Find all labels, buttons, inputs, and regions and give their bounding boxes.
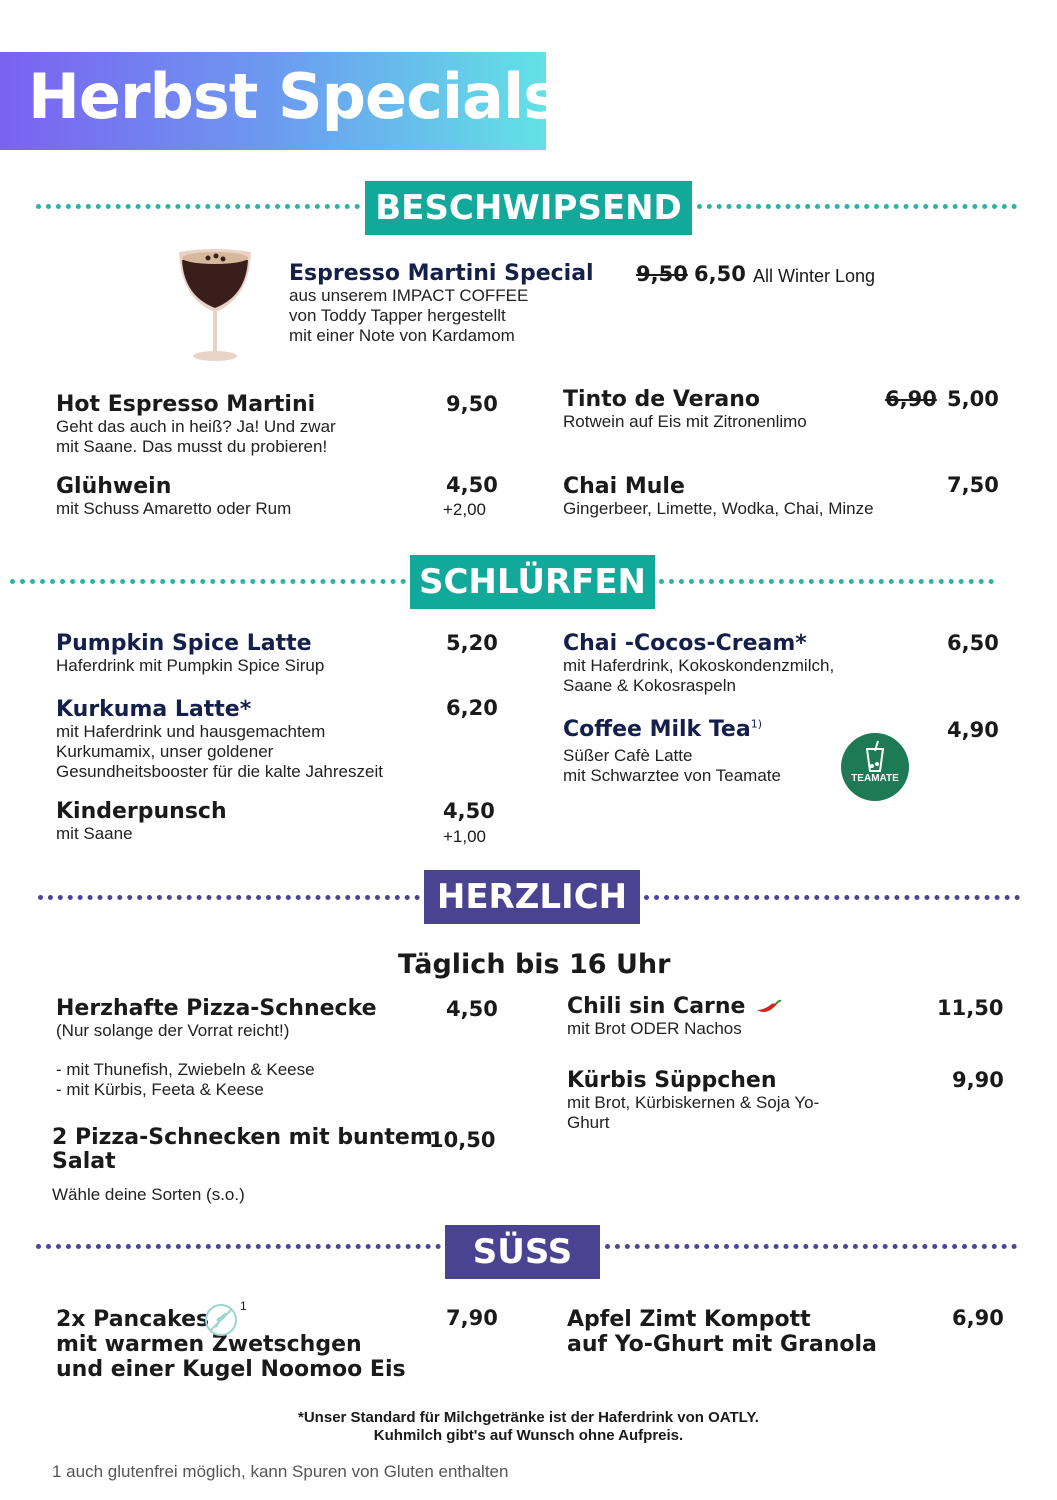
item-name-text: Chili sin Carne [567, 994, 746, 1019]
item-price: 6,50 [947, 631, 999, 655]
item-name: mit warmen Zwetschgen [56, 1332, 362, 1357]
item-desc: mit Haferdrink, Kokoskondenzmilch, [563, 656, 835, 675]
menu-item-coffee-milk-tea [563, 717, 781, 786]
item-name: Pumpkin Spice Latte [56, 631, 312, 656]
item-desc: mit einer Note von Kardamom [289, 326, 515, 345]
item-name: Salat [52, 1149, 116, 1174]
item-price: 4,50 [443, 799, 495, 823]
item-desc: aus unserem IMPACT COFFEE [289, 286, 529, 305]
item-name: Kürbis Süppchen [567, 1068, 777, 1093]
milk-footnote-line1: *Unser Standard für Milchgetränke ist der Haferdrink von OATLY. [298, 1409, 759, 1426]
menu-item-chai-cocos-cream [563, 631, 834, 696]
page-title: Herbst Specials [28, 60, 560, 133]
menu-item-chai-mule [563, 474, 874, 519]
item-price: 9,90 [952, 1068, 1004, 1092]
item-desc: von Toddy Tapper hergestellt [289, 306, 506, 325]
item-desc: Gesundheitsbooster für die kalte Jahreszeit [56, 762, 383, 781]
item-name: Chai Mule [563, 474, 685, 499]
item-name [567, 994, 783, 1019]
dotted-divider [36, 204, 360, 209]
menu-item-gluehwein [56, 474, 291, 519]
footnote-marker: 1 [240, 1299, 247, 1313]
item-desc: mit Brot, Kürbiskernen & Soja Yo- [567, 1093, 820, 1112]
item-desc: Haferdrink mit Pumpkin Spice Sirup [56, 656, 325, 675]
menu-item-two-pizza-schnecken [52, 1126, 433, 1205]
item-price: 5,00 [947, 387, 999, 411]
menu-item-espresso-martini-special [289, 261, 594, 346]
item-desc: Gingerbeer, Limette, Wodka, Chai, Minze [563, 499, 874, 518]
item-desc: mit Haferdrink und hausgemachtem [56, 722, 326, 741]
item-desc: mit Brot ODER Nachos [567, 1019, 742, 1038]
item-name: Hot Espresso Martini [56, 392, 316, 417]
item-desc: Rotwein auf Eis mit Zitronenlimo [563, 412, 807, 431]
item-name [563, 717, 781, 742]
item-desc: Kurkumamix, unser goldener [56, 742, 274, 761]
old-price: 6,90 [885, 387, 937, 411]
gluten-free-icon [204, 1303, 238, 1337]
item-price: 4,90 [947, 718, 999, 742]
item-desc: Ghurt [567, 1113, 610, 1132]
menu-item-pizza-schnecke [56, 996, 377, 1100]
item-name: Tinto de Verano [563, 387, 761, 412]
bubble-tea-icon [841, 733, 909, 801]
menu-item-apfel-zimt-kompott [567, 1307, 877, 1357]
dotted-divider [644, 895, 1020, 900]
item-desc: mit Schwarztee von Teamate [563, 766, 781, 785]
cocktail-glass-icon [175, 244, 255, 364]
teamate-logo [841, 733, 909, 801]
dotted-divider [605, 1244, 1017, 1249]
item-name: auf Yo-Ghurt mit Granola [567, 1332, 877, 1357]
menu-item-chili-sin-carne [567, 994, 783, 1039]
food-hours-heading: Täglich bis 16 Uhr [398, 949, 671, 980]
menu-item-tinto-de-verano [563, 387, 807, 432]
item-name: Glühwein [56, 474, 172, 499]
item-extra-price: +2,00 [443, 500, 487, 519]
menu-item-kinderpunsch [56, 799, 227, 844]
item-name-text: Coffee Milk Tea [563, 717, 751, 742]
item-desc: Geht das auch in heiß? Ja! Und zwar [56, 417, 336, 436]
item-option: - mit Thunefish, Zwiebeln & Keese [56, 1060, 315, 1079]
item-price: 6,50 [694, 262, 746, 286]
item-name: Herzhafte Pizza-Schnecke [56, 996, 377, 1021]
section-header-suess: SÜSS [445, 1225, 600, 1279]
item-price: 11,50 [937, 996, 1004, 1020]
item-desc: mit Saane [56, 824, 133, 843]
milk-footnote-line2: Kuhmilch gibt's auf Wunsch ohne Aufpreis. [373, 1427, 684, 1444]
dotted-divider [697, 204, 1017, 209]
menu-item-kurkuma-latte [56, 697, 383, 782]
item-name: und einer Kugel Noomoo Eis [56, 1357, 406, 1382]
dotted-divider [38, 895, 420, 900]
chili-pepper-icon [753, 998, 783, 1016]
item-price: 4,50 [446, 997, 498, 1021]
item-desc: Wähle deine Sorten (s.o.) [52, 1185, 245, 1204]
section-header-herzlich: HERZLICH [424, 870, 640, 924]
old-price: 9,50 [636, 262, 688, 286]
section-header-beschwipsend: BESCHWIPSEND [365, 181, 692, 235]
section-header-schluerfen: SCHLÜRFEN [410, 555, 655, 609]
item-price: 6,20 [446, 696, 498, 720]
price-note: All Winter Long [753, 266, 876, 286]
item-name: Apfel Zimt Kompott [567, 1307, 811, 1332]
item-name: Kinderpunsch [56, 799, 227, 824]
item-desc: mit Saane. Das musst du probieren! [56, 437, 328, 456]
teamate-logo-text: TEAMATE [851, 773, 899, 784]
dotted-divider [10, 579, 406, 584]
item-price: 7,90 [446, 1306, 498, 1330]
menu-item-hot-espresso-martini [56, 392, 336, 457]
item-desc: mit Schuss Amaretto oder Rum [56, 499, 292, 518]
item-name: Kurkuma Latte* [56, 697, 252, 722]
item-name: Chai -Cocos-Cream* [563, 631, 807, 656]
menu-item-kuerbis-sueppchen [567, 1068, 819, 1133]
gluten-footnote: 1 auch glutenfrei möglich, kann Spuren von Gluten enthalten [52, 1462, 509, 1481]
item-price: 9,50 [446, 392, 498, 416]
title-banner [0, 52, 560, 150]
dotted-divider [36, 1244, 441, 1249]
dotted-divider [659, 579, 994, 584]
item-extra-price: +1,00 [443, 827, 487, 846]
item-price: 10,50 [429, 1128, 496, 1152]
item-price: 6,90 [952, 1306, 1004, 1330]
item-price: 4,50 [446, 473, 498, 497]
footnote-marker: 1) [750, 717, 762, 731]
item-desc: (Nur solange der Vorrat reicht!) [56, 1021, 290, 1040]
item-desc: Saane & Kokosraspeln [563, 676, 736, 695]
item-name: 2x Pancakes [56, 1307, 210, 1332]
item-desc: Süßer Cafè Latte [563, 746, 693, 765]
item-name: Espresso Martini Special [289, 261, 594, 286]
item-price: 5,20 [446, 631, 498, 655]
item-price: 7,50 [947, 473, 999, 497]
item-name: 2 Pizza-Schnecken mit buntem [52, 1125, 433, 1150]
menu-item-pumpkin-spice-latte [56, 631, 324, 676]
item-option: - mit Kürbis, Feeta & Keese [56, 1080, 264, 1099]
